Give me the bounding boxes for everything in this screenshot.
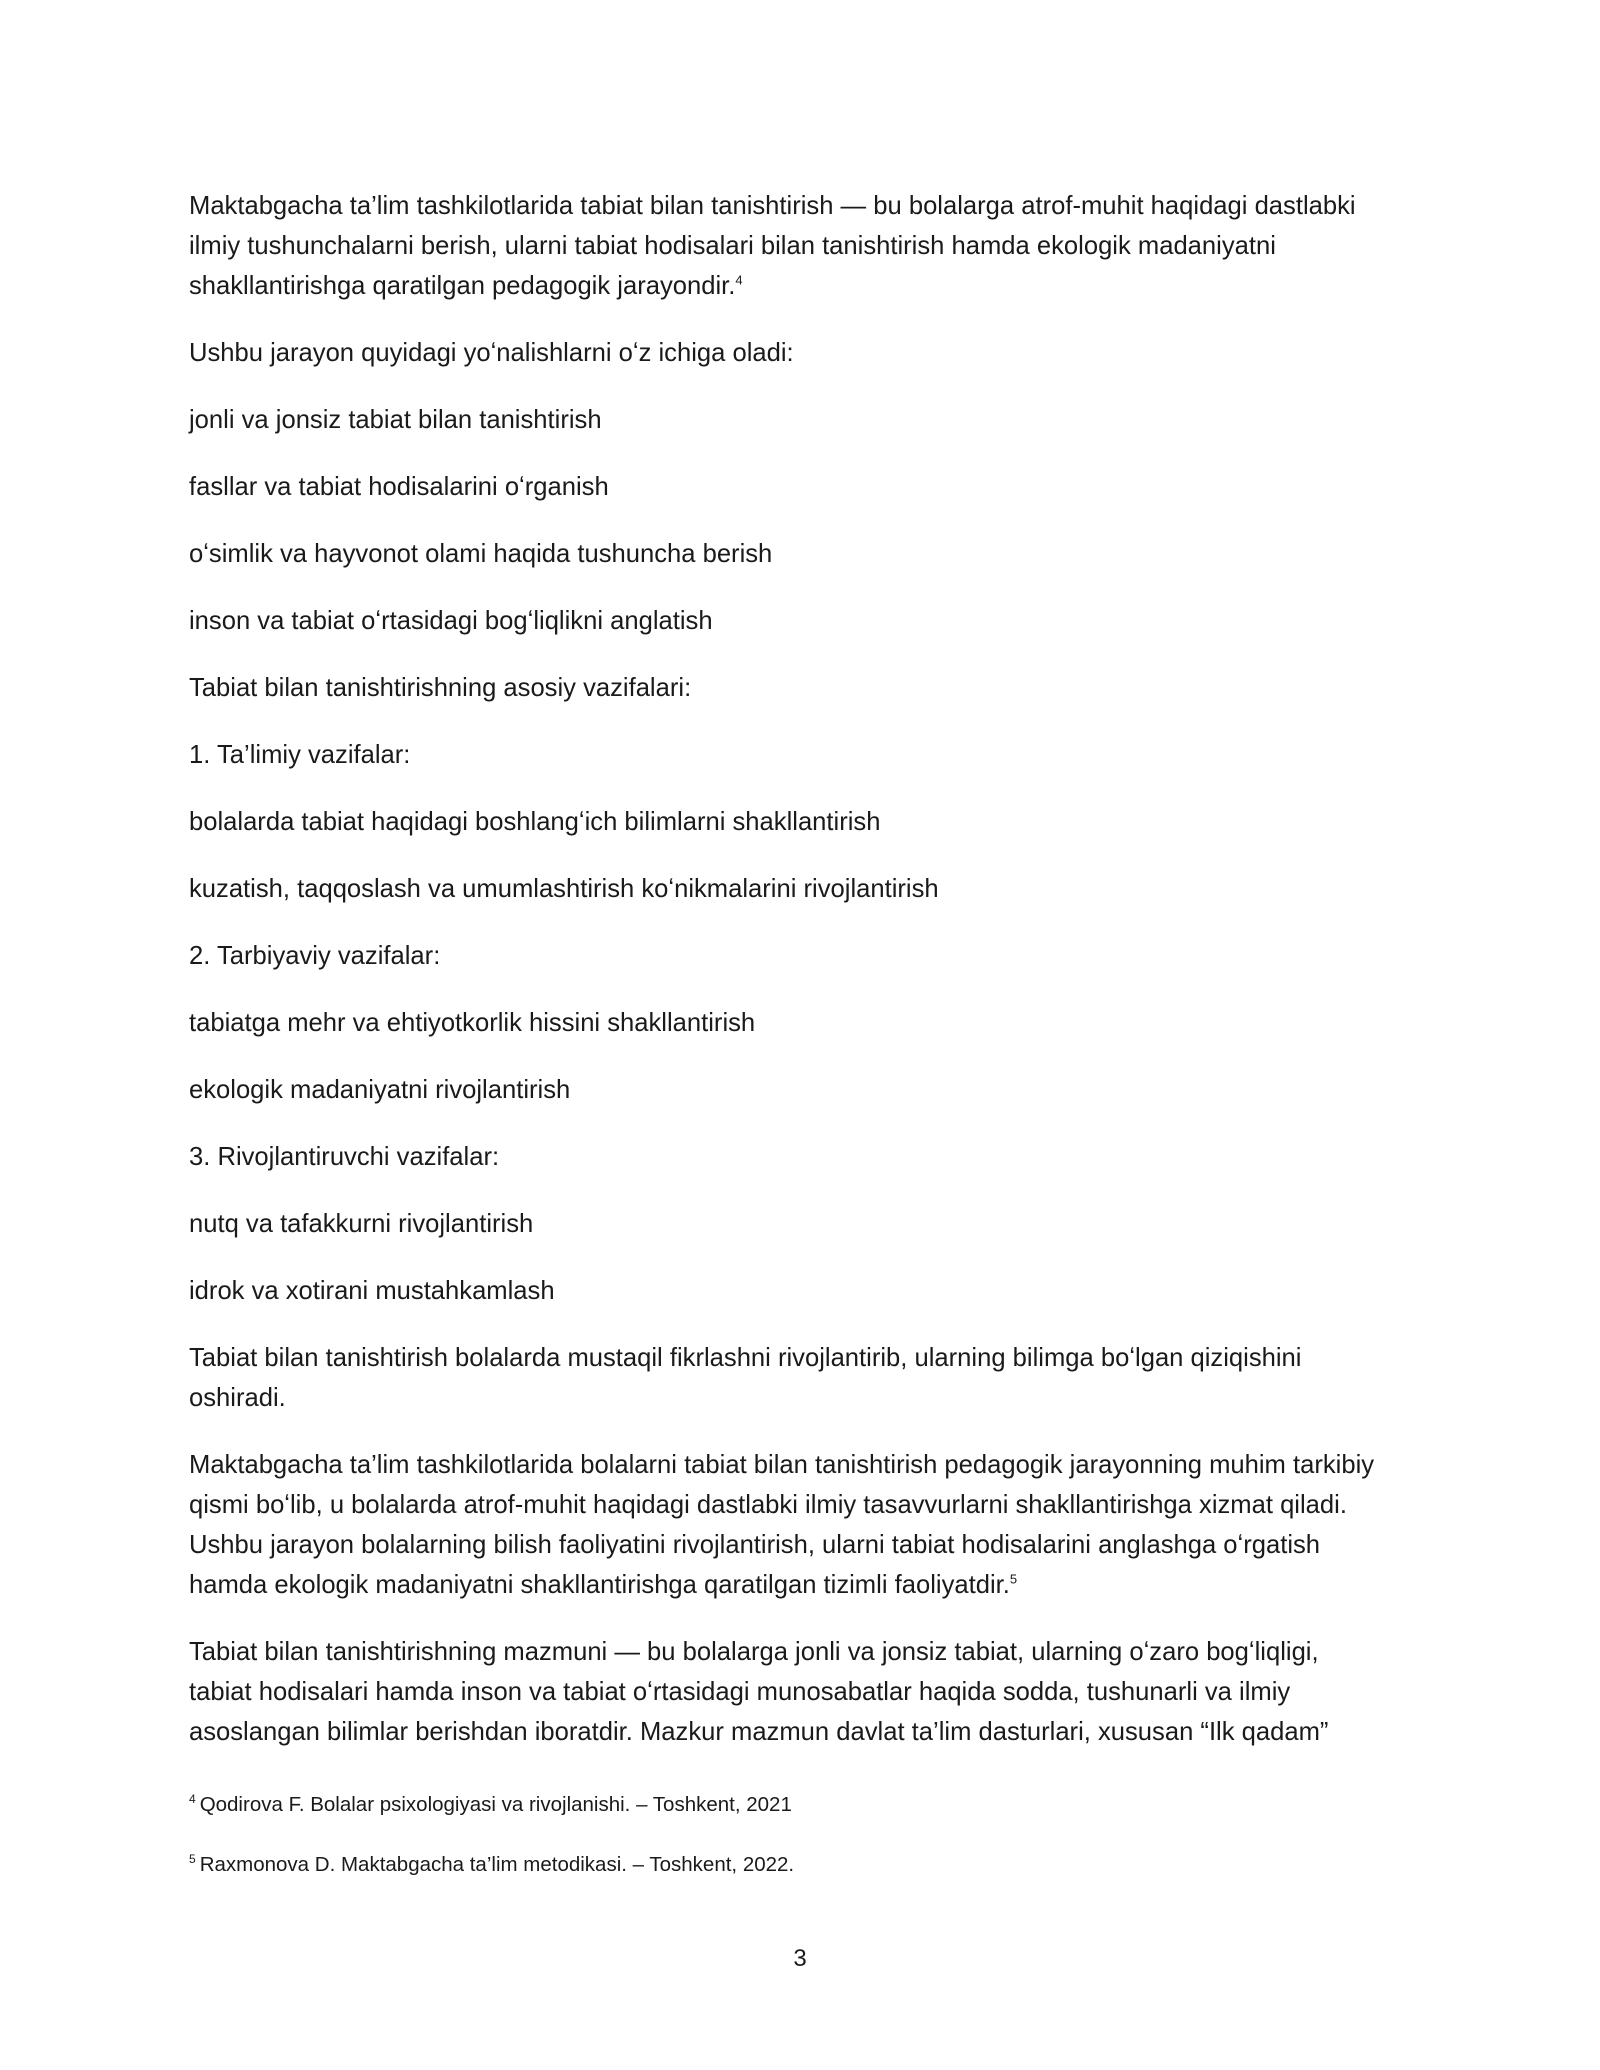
list-item: oʻsimlik va hayvonot olami haqida tushuncha berish [189,540,773,568]
list-item: jonli va jonsiz tabiat bilan tanishtirish [189,406,602,434]
paragraph: Maktabgacha ta’lim tashkilotlarida tabiat bilan tanishtirish — bu bolalarga atrof-muhit haqidagi dastlabki ilmiy tushunchalarni berish, ularni tabiat hodisalari bilan tanishtirish hamda ekologik madaniyatni shakllantirishga qaratilgan pedagogik jarayondir.$^4$ [189,192,1356,300]
list-item: fasllar va tabiat hodisalarini oʻrganish [189,473,609,501]
footnote-reference[interactable]: 5 [1009,1571,1018,1587]
paragraph: Ushbu jarayon quyidagi yoʻnalishlarni oʻz ichiga oladi: [189,339,794,367]
footnote: $^4$ Qodirova F. Bolalar psixologiyasi va rivojlanishi. – Toshkent, 2021 [189,1792,792,1816]
footnote-mark: 5 [189,1852,196,1867]
page-number: 3 [793,1945,807,1972]
section-heading: 3. Rivojlantiruvchi vazifalar: [189,1143,500,1171]
footnote-reference[interactable]: 4 [735,272,743,288]
paragraph: Tabiat bilan tanishtirishning asosiy vazifalari: [189,674,692,702]
list-item: inson va tabiat oʻrtasidagi bogʻliqlikni anglatish [189,607,713,635]
paragraph: Tabiat bilan tanishtirish bolalarda mustaqil fikrlashni rivojlantirib, ularning bilimga boʻlgan qiziqishini oshiradi. [189,1344,1302,1412]
paragraph: Tabiat bilan tanishtirishning mazmuni — bu bolalarga jonli va jonsiz tabiat, ularning oʻzaro bogʻliqligi, tabiat hodisalari hamda inson va tabiat oʻrtasidagi munosabatlar haqida sodda, tushunarli va ilmiy asoslangan bilimlar berishdan iboratdir. Mazkur mazmun davlat ta’lim dasturlari, xususan “Ilk qadam” [189,1638,1329,1746]
list-item: ekologik madaniyatni rivojlantirish [189,1076,571,1104]
footnotes [189,1790,1384,1910]
list-item: idrok va xotirani mustahkamlash [189,1277,555,1305]
list-item: nutq va tafakkurni rivojlantirish [189,1210,534,1238]
footnote: $^5$ Raxmonova D. Maktabgacha ta’lim metodikasi. – Toshkent, 2022. [189,1852,795,1876]
body-text [189,186,1384,1779]
list-item: kuzatish, taqqoslash va umumlashtirish koʻnikmalarini rivojlantirish [189,875,939,903]
section-heading: 1. Ta’limiy vazifalar: [189,741,411,769]
section-heading: 2. Tarbiyaviy vazifalar: [189,942,441,970]
paragraph: Maktabgacha ta’lim tashkilotlarida bolalarni tabiat bilan tanishtirish pedagogik jarayonning muhim tarkibiy qismi boʻlib, u bolalarda atrof-muhit haqidagi dastlabki ilmiy tasavvurlarni shakllantirishga xizmat qiladi. Ushbu jarayon bolalarning bilish faoliyatini rivojlantirish, ularni tabiat hodisalarini anglashga oʻrgatish hamda ekologik madaniyatni shakllantirishga qaratilgan tizimli faoliyatdir.$^5$ [189,1451,1375,1599]
list-item: tabiatga mehr va ehtiyotkorlik hissini shakllantirish [189,1009,756,1037]
list-item: bolalarda tabiat haqidagi boshlangʻich bilimlarni shakllantirish [189,808,881,836]
footnote-mark: 4 [189,1792,196,1807]
